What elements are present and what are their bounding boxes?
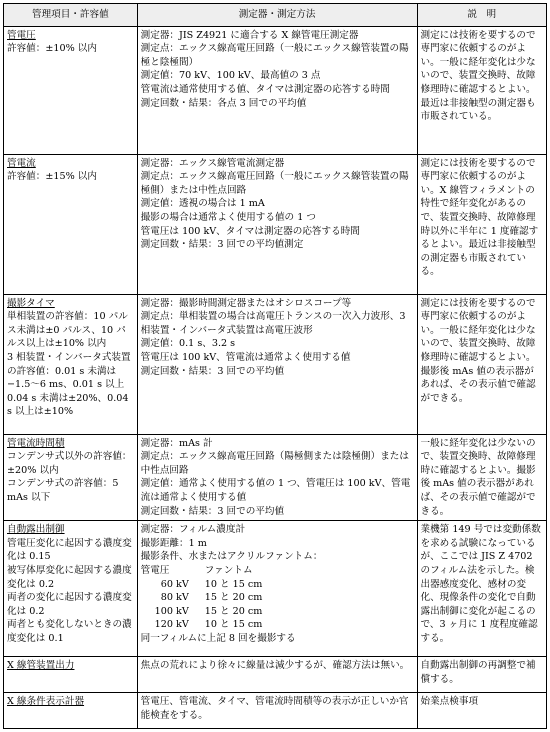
method-cell	[137, 294, 417, 434]
method-cell	[137, 521, 417, 657]
item-title: 撮影タイマ	[7, 297, 55, 309]
condition-phantom: 15 と 20 cm	[204, 592, 263, 604]
header-item: 管理項目・許容値	[4, 4, 138, 27]
table-row	[4, 521, 547, 657]
method-line: 測定回数・結果：3 回での平均値測定	[140, 239, 304, 251]
item-cell	[4, 154, 138, 294]
item-line: 管電圧変化に起因する濃度変化は 0.15	[7, 537, 132, 563]
method-cell	[137, 26, 417, 154]
table-row	[4, 657, 547, 693]
condition-kv: 60 kV	[160, 578, 189, 590]
condition-kv: 120 kV	[154, 619, 189, 631]
item-title: 管電流時間積	[7, 437, 65, 449]
item-line: 許容値：±15% 以内	[7, 171, 97, 183]
method-line: 測定値：70 kV、100 kV、最高値の 3 点	[140, 70, 321, 82]
item-title: X 線条件表示計器	[7, 696, 85, 708]
condition-table	[141, 564, 269, 632]
item-line: コンデンサ式の許容値：5 mAs 以下	[7, 478, 119, 503]
method-line: 焦点の荒れにより徐々に線量は減少するが、確認方法は無い。	[140, 660, 410, 672]
method-line: 測定点：単相装置の場合は高電圧トランスの一次入力波形、3 相装置・インバータ式装置は高電圧波形	[140, 311, 406, 336]
method-line: 測定器：フィルム濃度計	[140, 524, 246, 536]
item-line: コンデンサ式以外の許容値：±20% 以内	[7, 451, 132, 476]
condition-kv: 80 kV	[160, 592, 189, 604]
method-line: 同一フィルムに上記 8 回を撮影する	[140, 632, 296, 644]
condition-phantom: 10 と 15 cm	[204, 578, 263, 590]
method-line: 測定回数・結果：各点 3 回での平均値	[140, 97, 307, 109]
method-line: 測定器：エックス線管電流測定器	[140, 157, 285, 169]
table-row	[4, 294, 547, 434]
method-cell	[137, 434, 417, 521]
table-row	[4, 26, 547, 154]
method-line: 測定点：エックス線高電圧回路（陽極側または陰極側）または中性点回路	[140, 451, 409, 476]
method-cell	[137, 693, 417, 729]
method-line: 測定点：エックス線高電圧回路（一般にエックス線管装置の陽極側）または中性点回路	[140, 171, 409, 196]
table-row	[4, 434, 547, 521]
explanation-cell: 測定には技術を要するので専門家に依頼するのがよい。一般に経年変化は少ないので、装置交換時、故障修理時に確認するとよい。撮影後 mAs 値の表示器があれば、その表示値で確認ができる。	[417, 294, 547, 434]
qc-table	[3, 3, 547, 729]
item-cell	[4, 26, 138, 154]
method-line: 撮影条件、水またはアクリルファントム：	[140, 551, 323, 563]
method-line: 管電圧は 100 kV、管電流は通常よく使用する値	[140, 351, 351, 363]
condition-header-row	[141, 564, 269, 578]
condition-kv: 100 kV	[154, 605, 189, 617]
item-cell	[4, 657, 138, 693]
method-line: 測定器：mAs 計	[140, 437, 213, 449]
table-row	[4, 154, 547, 294]
explanation-cell: 自動露出制御の再調整で補償する。	[417, 657, 547, 693]
item-title: 管電流	[7, 157, 36, 169]
item-cell	[4, 693, 138, 729]
condition-phantom: 10 と 15 cm	[204, 619, 263, 631]
item-line: 両者とも変化しないときの濃度変化は 0.1	[7, 619, 132, 644]
item-line: 両者の変化に起因する濃度変化は 0.2	[7, 592, 132, 617]
explanation-cell: 測定には技術を要するので専門家に依頼するのがよい。X 線管フィラメントの特性で経年変化があるので、装置交換時、故障修理時以外に半年に 1 度確認するとよい。最近は非接触型の測定器も市販されている。	[417, 154, 547, 294]
header-method: 測定器・測定方法	[137, 4, 417, 27]
condition-header-kv: 管電圧	[140, 564, 170, 576]
item-cell	[4, 294, 138, 434]
method-line: 測定値：透視の場合は 1 mA	[140, 198, 265, 210]
item-title: 自動露出制御	[7, 524, 65, 536]
item-title: 管電圧	[7, 29, 36, 41]
item-cell	[4, 521, 138, 657]
header-explanation: 説 明	[417, 4, 547, 27]
method-cell	[137, 154, 417, 294]
explanation-cell: 始業点検事項	[417, 693, 547, 729]
method-line: 管電圧は 100 kV、タイマは測定器の応答する時間	[140, 225, 360, 237]
table-row	[4, 693, 547, 729]
condition-row	[141, 591, 269, 605]
method-line: 管電圧、管電流、タイマ、管電流時間積等の表示が正しいか官能検査をする。	[140, 696, 409, 721]
method-line: 管電流は通常使用する値、タイマは測定器の応答する時間	[140, 83, 390, 95]
explanation-cell: 業機第 149 号では変動係数を求める試験になっているが、ここでは JIS Z 4702 のフィルム法を示した。検出器感度変化、感材の変化、現像条件の変化で自動露出制御に変化が起こるので、3 ヶ月に 1 度程度確認する。	[417, 521, 547, 657]
method-cell	[137, 657, 417, 693]
method-line: 測定値：0.1 s、3.2 s	[140, 338, 236, 350]
method-line: 測定回数・結果：3 回での平均値	[140, 505, 285, 517]
condition-row	[141, 605, 269, 619]
explanation-cell: 一般に経年変化は少ないので、装置交換時、故障修理時に確認するとよい。撮影後 mAs 値の表示器があれば、その表示値で確認ができる。	[417, 434, 547, 521]
item-title: X 線管装置出力	[7, 660, 75, 672]
explanation-cell: 測定には技術を要するので専門家に依頼するのがよい。一般に経年変化は少ないので、装置交換時、故障修理時に確認するとよい。最近は非接触型の測定器も市販されている。	[417, 26, 547, 154]
condition-row	[141, 618, 269, 632]
method-line: 測定回数・結果：3 回での平均値	[140, 365, 285, 377]
method-line: 測定器：JIS Z4921 に適合する X 線管電圧測定器	[140, 29, 359, 41]
method-line: 撮影の場合は通常よく使用する値の 1 つ	[140, 211, 316, 223]
item-line: 許容値：±10% 以内	[7, 43, 97, 55]
condition-header-phantom: ファントム	[204, 564, 253, 576]
method-line: 測定点：エックス線高電圧回路（一般にエックス線管装置の陽極と陰極間）	[140, 43, 409, 68]
item-line: 単相装置の許容値：10 パルス未満は±0 パルス、10 パルス以上は±10% 以内	[7, 311, 128, 350]
method-line: 測定器：撮影時間測定器またはオシロスコープ等	[140, 297, 352, 309]
item-line: 被写体厚変化に起因する濃度変化は 0.2	[7, 564, 132, 590]
header-row	[4, 4, 547, 27]
condition-row	[141, 578, 269, 592]
item-cell	[4, 434, 138, 521]
item-line: 3 相装置・インバータ式装置の許容値：0.01 s 未満は −1.5〜6 ms、0.01 s 以上 0.04 s 未満は±20%、0.04 s 以上は±10%	[7, 351, 131, 418]
condition-phantom: 15 と 20 cm	[204, 605, 263, 617]
method-line: 測定値：通常よく使用する値の 1 つ、管電圧は 100 kV、管電流は通常よく使用する値	[140, 478, 411, 503]
method-line: 撮影距離：1 m	[140, 537, 207, 549]
